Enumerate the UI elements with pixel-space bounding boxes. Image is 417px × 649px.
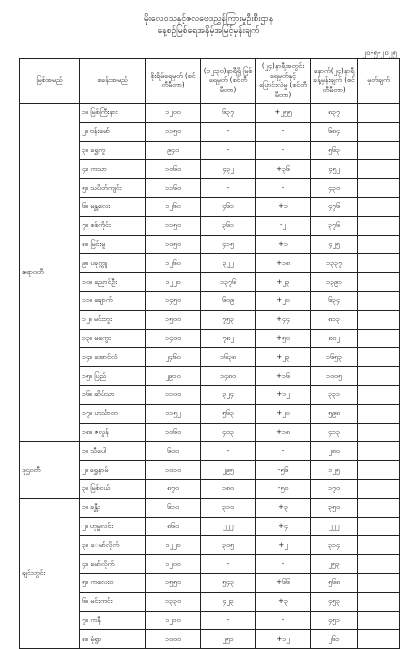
remark <box>358 179 400 198</box>
danger-level: ၁၂၆၀ <box>146 254 201 273</box>
danger-level: ၁၁၅၂ <box>146 404 201 423</box>
remark <box>358 555 400 574</box>
level-change: - <box>256 122 311 141</box>
station-name: ၁၅။ ပြည် <box>80 367 146 386</box>
table-row <box>20 442 400 461</box>
remark <box>358 310 400 329</box>
level-change: - <box>256 611 311 630</box>
danger-level: ၁၂၂၀ <box>146 273 201 292</box>
forecast-level: ၁၃၃၇ <box>311 254 358 273</box>
current-level: ၁၃၇၆ <box>201 273 256 292</box>
current-level: - <box>201 122 256 141</box>
level-change: - <box>256 442 311 461</box>
forecast-level: ၁၇၀ <box>311 479 358 498</box>
level-change: +၅၀ <box>256 329 311 348</box>
level-change: -၅၆ <box>256 461 311 480</box>
remark <box>358 630 400 649</box>
station-name: ၁။ ခန္တီး <box>80 498 146 517</box>
table-row <box>20 104 400 123</box>
station-name: ၄။ ကသာ <box>80 160 146 179</box>
danger-level: ၆၁၀ <box>146 498 201 517</box>
current-level: ၆၀၉ <box>201 291 256 310</box>
station-name: ၁၆။ ဆိပ်သာ <box>80 385 146 404</box>
remark <box>358 291 400 310</box>
danger-level: ၁၁၅၀ <box>146 216 201 235</box>
current-level: ၇၅၃ <box>201 310 256 329</box>
level-change: +၁၈ <box>256 254 311 273</box>
river-name: ချင်းတွင်း <box>20 498 80 648</box>
station-name: ၁၁။ ချောက် <box>80 291 146 310</box>
report-title: မိုးလေဝသနှင့်ဇလဗေဒညွှန်ကြားမှုဦးစီးဌာန <box>143 14 274 24</box>
remark <box>358 273 400 292</box>
station-name: ၁၂။ မင်းဘူး <box>80 310 146 329</box>
danger-level: ၁၁၆၀ <box>146 179 201 198</box>
station-name: ၂။ ဟုမ္မလင်း <box>80 517 146 536</box>
level-change: +၂၀ <box>256 404 311 423</box>
remark <box>358 573 400 592</box>
level-change: +၄ <box>256 517 311 536</box>
station-name: ၇။ စစ်ကိုင်း <box>80 216 146 235</box>
forecast-level: ၈၃၇ <box>311 104 358 123</box>
level-change: +၄၄ <box>256 310 311 329</box>
remark <box>358 197 400 216</box>
station-name: ၂။ ရွှေနာမ် <box>80 461 146 480</box>
forecast-level: ၄၂၅ <box>311 235 358 254</box>
danger-level: ၁၀၆၀ <box>146 423 201 442</box>
remark <box>358 461 400 480</box>
danger-level: ၁၃၃၀ <box>146 592 201 611</box>
current-level: - <box>201 555 256 574</box>
remark <box>358 254 400 273</box>
river-level-table <box>19 58 400 649</box>
forecast-level: ၄၁၃ <box>311 423 358 442</box>
forecast-level: ၃၃၁ <box>311 385 358 404</box>
danger-level: ၆၀၀ <box>146 442 201 461</box>
forecast-level: ၁၀၀၅ <box>311 367 358 386</box>
station-name: ၂။ ဗန်းမော် <box>80 122 146 141</box>
current-level: ၇၈၂ <box>201 329 256 348</box>
remark <box>358 536 400 555</box>
current-level: ၁၈၀ <box>201 479 256 498</box>
station-name: ၁။ သီပေါ <box>80 442 146 461</box>
forecast-level: ၄၇၆ <box>311 197 358 216</box>
station-name: ၃။ မြစ်ငယ် <box>80 479 146 498</box>
danger-level: ၁၄၅၀ <box>146 291 201 310</box>
remark <box>358 611 400 630</box>
danger-level: ၈၇၀ <box>146 479 201 498</box>
remark <box>358 141 400 160</box>
danger-level: ၁၂၁၀ <box>146 611 201 630</box>
station-name: ၅။ သပိတ်ကျင်း <box>80 179 146 198</box>
level-change: -၂ <box>256 216 311 235</box>
station-name: ၁၀။ ညောင်ဦး <box>80 273 146 292</box>
header-24h-change: (၂၄)နာရီအတွင်း ရေမှတ်နှင့်ပြောင်းလဲမှု (စင်တီမီတာ) <box>256 59 311 104</box>
remark <box>358 517 400 536</box>
station-name: ၄။ မော်လိုက် <box>80 555 146 574</box>
level-change: +၁ <box>256 235 311 254</box>
remark <box>358 423 400 442</box>
station-name: ၉။ ပခုက္ကူ <box>80 254 146 273</box>
level-change: - <box>256 555 311 574</box>
level-change: - <box>256 179 311 198</box>
header-danger-level: စိုးရိမ်ရေမှတ် (စင်တီမီတာ) <box>146 59 201 104</box>
forecast-level: ၄၅၂ <box>311 160 358 179</box>
current-level: ၂၅၁ <box>201 630 256 649</box>
current-level: ၃၀၅ <box>201 536 256 555</box>
forecast-level: ၄၅၁ <box>311 611 358 630</box>
forecast-level: ၃၇၆ <box>311 216 358 235</box>
current-level: - <box>201 442 256 461</box>
current-level: ၅၄၃ <box>201 573 256 592</box>
level-change: +၆၆ <box>256 573 311 592</box>
danger-level: ၁၂၀၀ <box>146 104 201 123</box>
remark <box>358 122 400 141</box>
remark <box>358 329 400 348</box>
danger-level: ၉၄၀ <box>146 141 201 160</box>
station-name: ၁။ မြစ်ကြီးနား <box>80 104 146 123</box>
danger-level: ၁၀၁၀ <box>146 461 201 480</box>
current-level: ၄၀၃ <box>201 423 256 442</box>
level-change: - <box>256 141 311 160</box>
forecast-level: ၂၈၀ <box>311 442 358 461</box>
remark <box>358 160 400 179</box>
station-name: ၇။ ကနီ <box>80 611 146 630</box>
header-river: မြစ်အမည် <box>20 59 80 104</box>
level-change: +၂၀ <box>256 291 311 310</box>
danger-level: ၁၄၀၀ <box>146 329 201 348</box>
forecast-level: ၅၉၈ <box>311 404 358 423</box>
level-change: +၂၅၅ <box>256 104 311 123</box>
level-change: +၁ <box>256 197 311 216</box>
remark <box>358 479 400 498</box>
forecast-level: ၆၃၄ <box>311 291 358 310</box>
danger-level: ၁၀၀၀ <box>146 630 201 649</box>
table-row <box>20 498 400 517</box>
remark <box>358 235 400 254</box>
level-change: +၃ <box>256 592 311 611</box>
current-level: - <box>201 611 256 630</box>
remark <box>358 498 400 517</box>
current-level: ၄၃၂ <box>201 160 256 179</box>
danger-level: ၁၂၂၀ <box>146 536 201 555</box>
report-date: ၂၀-၅-၂၀၂၅ <box>362 48 397 57</box>
level-change: +၁၆ <box>256 367 311 386</box>
current-level: - <box>201 179 256 198</box>
station-name: ၃။ ရွှေကူ <box>80 141 146 160</box>
remark <box>358 367 400 386</box>
danger-level: ၁၀၅၀ <box>146 235 201 254</box>
forecast-level: ၂၅၃ <box>311 555 358 574</box>
danger-level: ၁၂၀၀ <box>146 555 201 574</box>
station-name: ၁၇။ ဟင်္သာတ <box>80 404 146 423</box>
header-current-level: (၁၂း၃၀)နာရီရှိ မြစ်ရေမှတ် (စင်တီမီတာ) <box>201 59 256 104</box>
forecast-level: ၁၃၉၁ <box>311 273 358 292</box>
station-name: ၁၃။ မကွေး <box>80 329 146 348</box>
station-name: ၁၄။ အောင်လံ <box>80 348 146 367</box>
forecast-level: ၆၈၄ <box>311 122 358 141</box>
river-name: ဧရာဝတီ <box>20 104 80 442</box>
level-change: +၁၈ <box>256 423 311 442</box>
current-level: ၃၂၂ <box>201 254 256 273</box>
forecast-level: ၃၅၀ <box>311 498 358 517</box>
danger-level: ၁၁၀၀ <box>146 385 201 404</box>
current-level: ၃၂၄ <box>201 385 256 404</box>
remark <box>358 404 400 423</box>
forecast-level: ၅၆၃ <box>311 141 358 160</box>
danger-level: ၁၀၆၀ <box>146 160 201 179</box>
danger-level: ၁၅၀၀ <box>146 310 201 329</box>
level-change: +၂၃ <box>256 348 311 367</box>
remark <box>358 592 400 611</box>
report-subtitle: နေ့စဉ်မြစ်ရေအနိမ့်အမြင့်မှန်းချက် <box>157 26 260 36</box>
current-level: ၆၃၇ <box>201 104 256 123</box>
station-name: ၈။ မြင်းမူ <box>80 235 146 254</box>
level-change: +၃၆ <box>256 160 311 179</box>
forecast-level: ၁၆၅၃ <box>311 348 358 367</box>
header-forecast: နောက်(၂၄)နာရီ ခန့်မှန်းချက် (စင်တီမီတာ) <box>311 59 358 104</box>
level-change: +၃ <box>256 498 311 517</box>
forecast-level: ၁၂၅ <box>311 461 358 480</box>
current-level: ၄၂၃ <box>201 592 256 611</box>
current-level: ၃၆၁ <box>201 216 256 235</box>
current-level: ၁၄၈၀ <box>201 367 256 386</box>
station-name: ၆။ မင်းကင်း <box>80 592 146 611</box>
danger-level: ၁၂၆၀ <box>146 197 201 216</box>
station-name: ၁၈။ ဇလွန် <box>80 423 146 442</box>
station-name: ၃။ ေမာ်လိုက် <box>80 536 146 555</box>
level-change: +၂ <box>256 536 311 555</box>
station-name: ၅။ ကလေးဝ <box>80 573 146 592</box>
danger-level: ၁၁၅၀ <box>146 122 201 141</box>
danger-level: ၂၉၁၀ <box>146 367 201 386</box>
remark <box>358 348 400 367</box>
remark <box>358 104 400 123</box>
level-change: +၁၂ <box>256 385 311 404</box>
station-name: ၈။ မုံရွာ <box>80 630 146 649</box>
current-level: ၂၂၂ <box>201 517 256 536</box>
remark <box>358 442 400 461</box>
remark <box>358 385 400 404</box>
header-station: စခန်းအမည် <box>80 59 146 104</box>
table-header-row <box>20 59 400 104</box>
forecast-level: ၈၀၂ <box>311 329 358 348</box>
current-level: ၃၁၀ <box>201 498 256 517</box>
forecast-level: ၃၁၄ <box>311 536 358 555</box>
station-name: ၆။ မန္တလေး <box>80 197 146 216</box>
river-name: ဒုဌဝတီ <box>20 442 80 498</box>
current-level: ၅၆၃ <box>201 404 256 423</box>
current-level: ၄၁၅ <box>201 235 256 254</box>
current-level: ၂၉၅ <box>201 461 256 480</box>
remark <box>358 216 400 235</box>
danger-level: ၂၄၆၀ <box>146 348 201 367</box>
danger-level: ၁၅၅၀ <box>146 573 201 592</box>
forecast-level: ၄၅၃ <box>311 592 358 611</box>
current-level: - <box>201 141 256 160</box>
current-level: ၄၆၁ <box>201 197 256 216</box>
forecast-level: ၂၆၁ <box>311 630 358 649</box>
forecast-level: ၂၂၂ <box>311 517 358 536</box>
level-change: +၂၃ <box>256 273 311 292</box>
danger-level: ၈၆၀ <box>146 517 201 536</box>
level-change: -၅၀ <box>256 479 311 498</box>
header-remark: မှတ်ချက် <box>358 59 400 104</box>
level-change: +၁၂ <box>256 630 311 649</box>
forecast-level: ၈၁၃ <box>311 310 358 329</box>
forecast-level: ၄၃၀ <box>311 179 358 198</box>
current-level: ၁၆၃၈ <box>201 348 256 367</box>
forecast-level: ၅၆၈ <box>311 573 358 592</box>
